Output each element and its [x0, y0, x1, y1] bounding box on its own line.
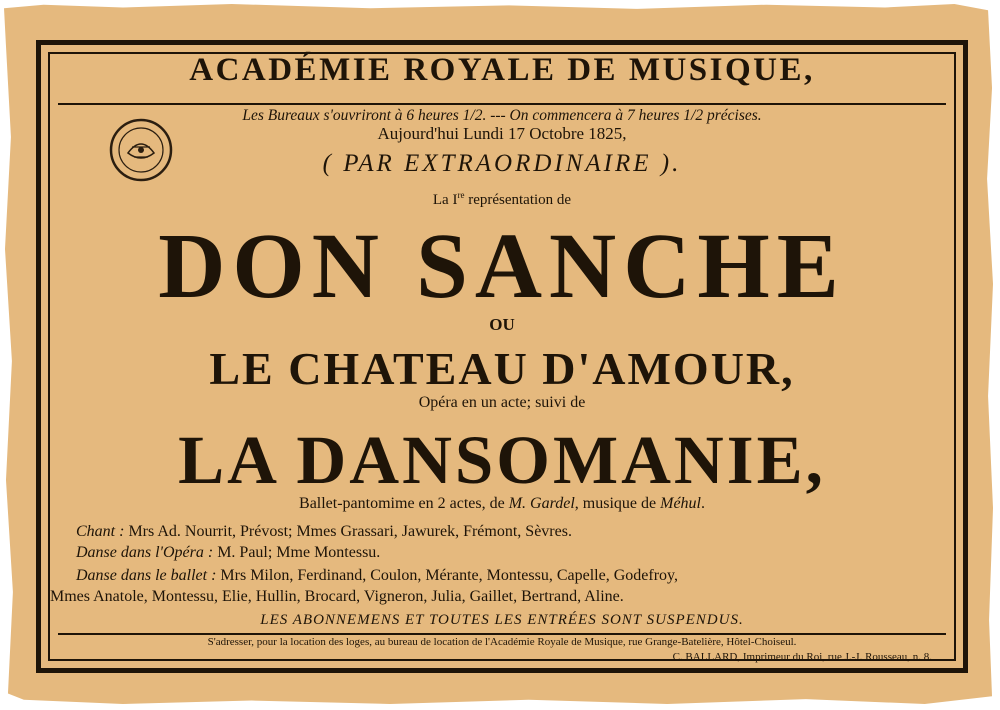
poster-header: ACADÉMIE ROYALE DE MUSIQUE, — [189, 52, 815, 88]
subtitle: LE CHATEAU D'AMOUR, — [209, 343, 795, 394]
premiere-line: La Ire représentation de — [432, 190, 572, 208]
doors-opening-text: Les Bureaux s'ouvriront à 6 heures 1/2. --- On commencera à 7 heures 1/2 précises. — [242, 107, 762, 124]
cast-chant: Chant : Mrs Ad. Nourrit, Prévost; Mmes Grassari, Jawurek, Frémont, Sèvres. — [76, 523, 572, 540]
cast-ballet-dance-continued: Mmes Anatole, Montessu, Elie, Hullin, Brocard, Vigneron, Julia, Gaillet, Bertrand, Aline. — [50, 588, 624, 605]
subscription-notice: LES ABONNEMENS ET TOUTES LES ENTRÉES SONT SUSPENDUS. — [260, 612, 744, 628]
ballet-description: Ballet-pantomime en 2 actes, de M. Gardel, musique de Méhul. — [299, 495, 705, 512]
opera-description: Opéra en un acte; suivi de — [418, 394, 586, 411]
title-connector: OU — [489, 315, 515, 334]
cast-opera-dance: Danse dans l'Opéra : M. Paul; Mme Montessu. — [76, 544, 381, 561]
header-rule — [58, 103, 946, 105]
footer-rule — [58, 633, 946, 635]
performance-date: Aujourd'hui Lundi 17 Octobre 1825, — [377, 124, 627, 143]
ballet-title: LA DANSOMANIE, — [178, 422, 826, 498]
cast-ballet-dance: Danse dans le ballet : Mrs Milon, Ferdinand, Coulon, Mérante, Montessu, Capelle, Godefroy, — [76, 567, 678, 584]
printer-credit: C. BALLARD, Imprimeur du Roi, rue J.-J. Rousseau, n. 8. — [672, 651, 932, 663]
main-title: DON SANCHE — [158, 215, 846, 318]
library-stamp-icon — [108, 117, 174, 183]
box-office-address: S'adresser, pour la location des loges, au bureau de location de l'Académie Royale de Musique, rue Grange-Batelière, Hôtel-Choiseul. — [207, 636, 797, 648]
extraordinary-banner: ( PAR EXTRAORDINAIRE ). — [322, 150, 682, 177]
